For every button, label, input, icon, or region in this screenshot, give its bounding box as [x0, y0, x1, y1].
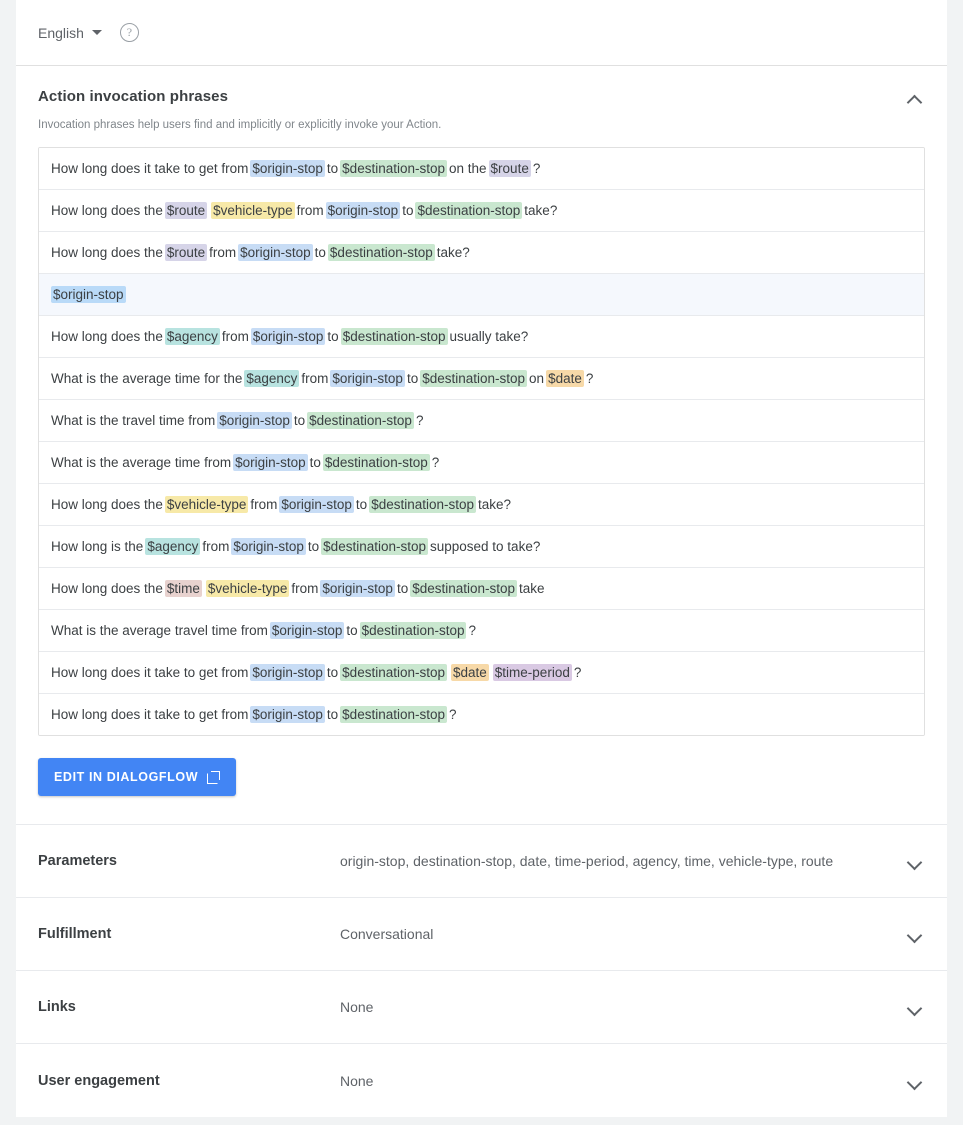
- help-icon[interactable]: ?: [120, 23, 139, 42]
- phrase-parameter-token: $route: [166, 245, 206, 260]
- phrase-text: take?: [478, 497, 512, 512]
- phrase-parameter-token: $destination-stop: [342, 329, 446, 344]
- invocation-phrase-row[interactable]: [39, 484, 924, 526]
- invocation-phrase-row[interactable]: [39, 274, 924, 316]
- page-title: Action invocation phrases: [38, 88, 229, 105]
- phrase-text: ?: [431, 455, 440, 470]
- phrase-text: on: [529, 371, 545, 386]
- phrase-text: take: [519, 581, 545, 596]
- phrase-parameter-token: $destination-stop: [412, 581, 516, 596]
- phrase-text: from: [301, 371, 329, 386]
- invocation-phrase-row[interactable]: [39, 190, 924, 232]
- phrase-text: from: [250, 497, 278, 512]
- invocation-phrase-row[interactable]: [39, 358, 924, 400]
- phrase-parameter-token: $destination-stop: [361, 623, 465, 638]
- phrase-parameter-token: $time-period: [494, 665, 570, 680]
- invocation-phrase-row[interactable]: [39, 400, 924, 442]
- phrase-parameter-token: $vehicle-type: [166, 497, 247, 512]
- phrase-parameter-token: $destination-stop: [342, 665, 445, 680]
- phrase-parameter-token: $origin-stop: [252, 707, 323, 722]
- phrase-parameter-token: $vehicle-type: [213, 203, 293, 218]
- phrase-parameter-token: $route: [490, 161, 529, 176]
- section-label: Fulfillment: [38, 926, 112, 942]
- phrase-text: to: [307, 539, 320, 554]
- invocation-phrase-row[interactable]: [39, 568, 924, 610]
- phrase-parameter-token: $date: [548, 371, 582, 386]
- phrase-text: How long does it take to get from: [51, 665, 249, 680]
- phrase-text: How long does the: [51, 245, 163, 260]
- phrase-parameter-token: $date: [453, 665, 487, 680]
- phrase-parameter-token: $destination-stop: [371, 497, 475, 512]
- section-row-user-engagement[interactable]: [16, 1044, 947, 1117]
- invocation-header: [38, 88, 925, 108]
- collapse-invocation-button[interactable]: [905, 88, 925, 108]
- phrase-text: to: [293, 413, 306, 428]
- edit-in-dialogflow-label: EDIT IN DIALOGFLOW: [54, 770, 199, 784]
- invocation-phrase-row[interactable]: [39, 442, 924, 484]
- phrase-text: to: [355, 497, 368, 512]
- phrase-text: How long does the: [51, 497, 163, 512]
- phrase-text: to: [309, 455, 321, 470]
- page-bottom-spacer: [16, 1117, 947, 1125]
- phrase-text: from: [202, 539, 230, 554]
- section-row-links[interactable]: [16, 971, 947, 1044]
- edit-in-dialogflow-button[interactable]: [38, 758, 236, 796]
- phrase-text: take?: [436, 245, 470, 260]
- phrase-parameter-token: $destination-stop: [422, 371, 526, 386]
- phrase-text: to: [402, 203, 414, 218]
- phrase-parameter-token: $origin-stop: [322, 581, 393, 596]
- collapsed-sections: [16, 825, 947, 1117]
- phrase-parameter-token: $agency: [166, 329, 218, 344]
- phrase-text: ?: [468, 623, 476, 638]
- phrase-parameter-token: $time: [166, 581, 200, 596]
- phrase-parameter-token: $destination-stop: [309, 413, 412, 428]
- phrase-text: How long does the: [51, 203, 163, 218]
- language-label: English: [38, 24, 84, 41]
- phrase-text: to: [326, 161, 339, 176]
- chevron-down-icon[interactable]: [905, 997, 925, 1017]
- phrase-text: from: [209, 245, 237, 260]
- phrase-parameter-token: $destination-stop: [342, 161, 445, 176]
- invocation-phrase-row[interactable]: [39, 316, 924, 358]
- phrase-text: from: [221, 329, 249, 344]
- phrase-text: What is the average time from: [51, 455, 232, 470]
- phrase-text: How long does the: [51, 329, 163, 344]
- phrase-parameter-token: $origin-stop: [327, 203, 399, 218]
- phrase-parameter-token: $route: [166, 203, 206, 218]
- phrase-parameter-token: $destination-stop: [324, 455, 428, 470]
- phrase-text: to: [396, 581, 409, 596]
- phrase-text: to: [346, 623, 358, 638]
- section-value: None: [340, 999, 374, 1015]
- phrase-parameter-token: $agency: [246, 371, 298, 386]
- phrase-parameter-token: $destination-stop: [342, 707, 445, 722]
- phrase-text: to: [326, 707, 339, 722]
- phrase-text: ?: [573, 665, 582, 680]
- phrase-text: to: [314, 245, 326, 260]
- phrase-text: What is the travel time from: [51, 413, 216, 428]
- chevron-down-icon[interactable]: [905, 851, 925, 871]
- phrase-text: from: [296, 203, 324, 218]
- section-value: Conversational: [340, 926, 434, 942]
- chevron-down-icon[interactable]: [905, 924, 925, 944]
- phrase-text: supposed to take?: [430, 539, 541, 554]
- phrase-parameter-token: $origin-stop: [252, 665, 323, 680]
- phrase-text: take?: [524, 203, 558, 218]
- chevron-down-icon: [92, 30, 102, 35]
- phrase-parameter-token: $origin-stop: [271, 623, 343, 638]
- phrase-text: ?: [585, 371, 594, 386]
- section-label: Links: [38, 999, 76, 1015]
- section-value: origin-stop, destination-stop, date, time-period, agency, time, vehicle-type, route: [340, 853, 834, 869]
- phrase-text: to: [406, 371, 419, 386]
- action-invocation-phrases-card: [16, 66, 947, 825]
- invocation-phrase-list: [38, 147, 925, 736]
- phrase-parameter-token: $origin-stop: [281, 497, 352, 512]
- phrase-parameter-token: $origin-stop: [219, 413, 290, 428]
- chevron-down-icon[interactable]: [905, 1071, 925, 1091]
- section-row-parameters[interactable]: [16, 825, 947, 898]
- card-text-block: [38, 88, 228, 105]
- phrase-parameter-token: $origin-stop: [240, 245, 311, 260]
- phrase-text: ?: [532, 161, 541, 176]
- phrase-text: on the: [449, 161, 487, 176]
- invocation-subtitle: Invocation phrases help users find and implicitly or explicitly invoke your Action.: [38, 119, 442, 131]
- phrase-parameter-token: $vehicle-type: [207, 581, 288, 596]
- section-label: User engagement: [38, 1072, 160, 1089]
- phrase-text: from: [291, 581, 319, 596]
- phrase-parameter-token: $destination-stop: [323, 539, 426, 554]
- invocation-phrase-row[interactable]: [39, 232, 924, 274]
- phrase-text: What is the average travel time from: [51, 623, 268, 638]
- phrase-text: How long is the: [51, 539, 144, 554]
- section-row-fulfillment[interactable]: [16, 898, 947, 971]
- phrase-text: How long does it take to get from: [51, 161, 249, 176]
- invocation-phrase-row[interactable]: [39, 652, 924, 694]
- phrase-text: to: [327, 329, 339, 344]
- section-value: None: [340, 1072, 374, 1089]
- phrase-text: ?: [415, 413, 424, 428]
- phrase-parameter-token: $origin-stop: [53, 287, 124, 302]
- external-link-icon: [207, 771, 220, 784]
- phrase-text: How long does it take to get from: [51, 707, 249, 722]
- phrase-parameter-token: $destination-stop: [417, 203, 521, 218]
- phrase-parameter-token: $origin-stop: [252, 329, 324, 344]
- section-label: Parameters: [38, 853, 117, 869]
- phrase-parameter-token: $destination-stop: [329, 245, 433, 260]
- phrase-parameter-token: $agency: [147, 539, 199, 554]
- phrase-parameter-token: $origin-stop: [252, 161, 323, 176]
- language-selector[interactable]: [38, 25, 102, 41]
- invocation-phrase-row[interactable]: [39, 610, 924, 652]
- phrase-text: ?: [449, 707, 457, 722]
- invocation-phrase-row[interactable]: [39, 526, 924, 568]
- invocation-phrase-row[interactable]: [39, 148, 924, 190]
- invocation-phrase-row[interactable]: [39, 694, 924, 735]
- phrase-parameter-token: $origin-stop: [235, 455, 306, 470]
- phrase-text: usually take?: [449, 329, 529, 344]
- language-bar: [16, 0, 947, 66]
- phrase-text: What is the average time for the: [51, 371, 243, 386]
- phrase-text: How long does the: [51, 581, 163, 596]
- phrase-parameter-token: $origin-stop: [233, 539, 304, 554]
- phrase-parameter-token: $origin-stop: [332, 371, 403, 386]
- phrase-text: to: [326, 665, 339, 680]
